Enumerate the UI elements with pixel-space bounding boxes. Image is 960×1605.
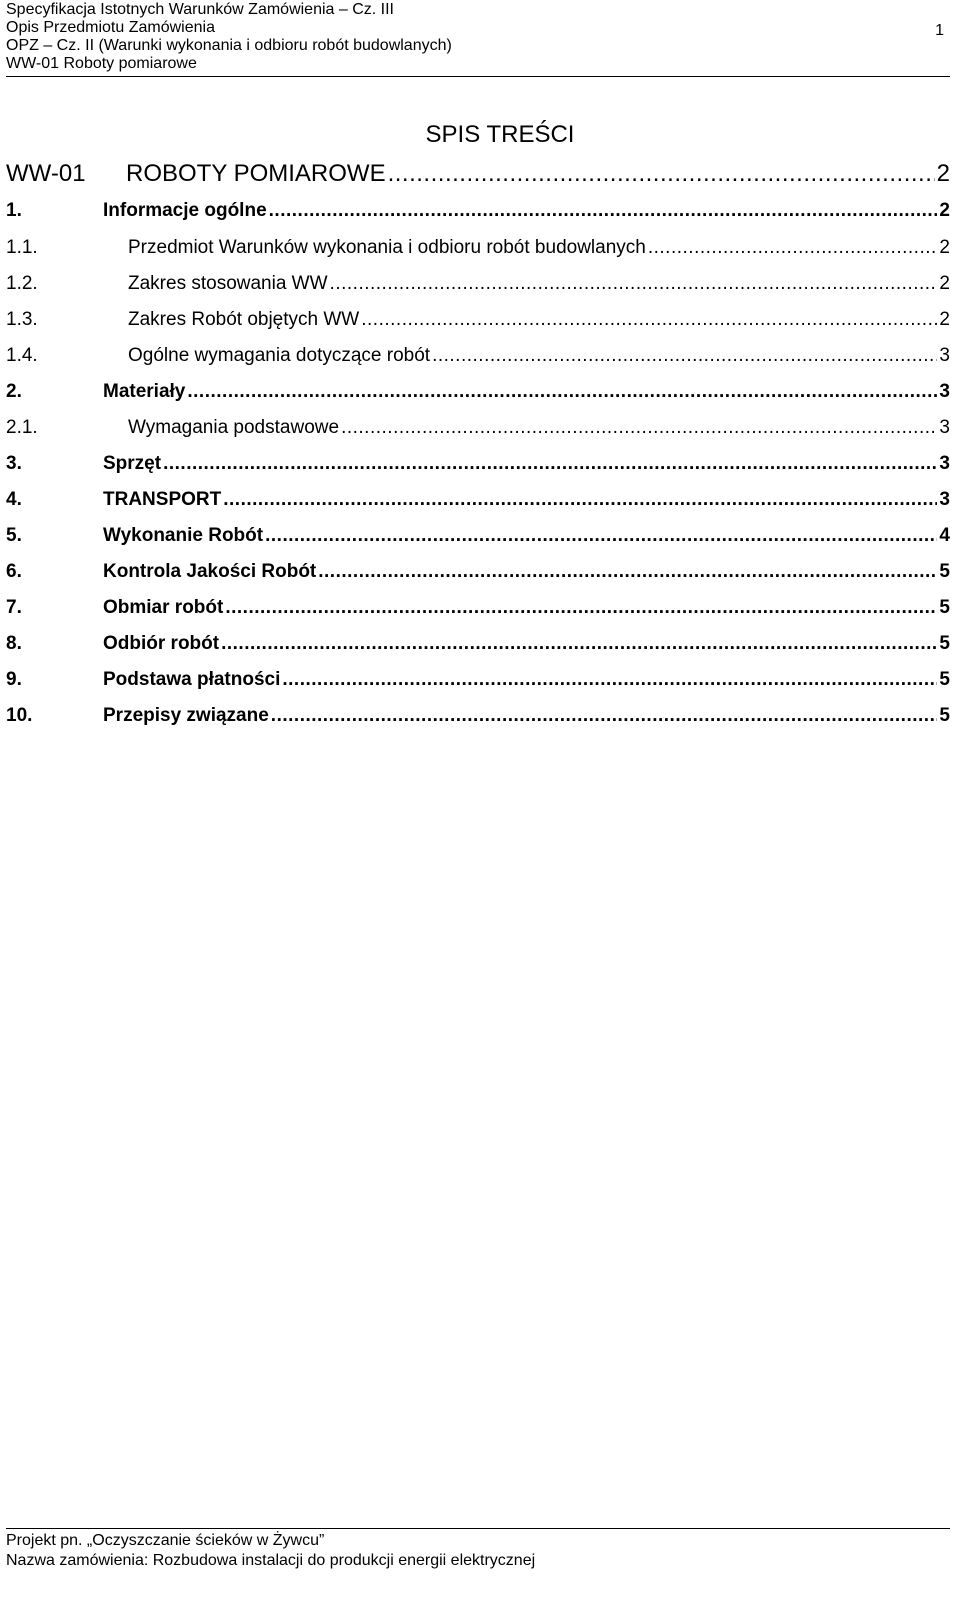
toc-entry[interactable] bbox=[6, 309, 950, 331]
toc-entry-number: 3. bbox=[6, 453, 22, 474]
toc-leader-dots bbox=[221, 633, 937, 655]
toc-entry[interactable] bbox=[6, 417, 950, 439]
page-header bbox=[6, 0, 950, 77]
toc-entry-label: Wymagania podstawowe bbox=[128, 417, 340, 438]
toc-entry-label: Odbiór robót bbox=[103, 633, 220, 654]
toc-entry-number: 1.2. bbox=[6, 273, 38, 294]
toc-entry-label: TRANSPORT bbox=[103, 489, 222, 510]
toc-entry[interactable] bbox=[6, 597, 950, 619]
toc-entry-label: Zakres stosowania WW bbox=[128, 273, 328, 294]
toc-leader-dots bbox=[225, 597, 937, 619]
toc-entry-number: WW-01 bbox=[6, 160, 86, 187]
toc-entry-number: 2.1. bbox=[6, 417, 38, 438]
toc-entry[interactable] bbox=[6, 160, 950, 188]
toc-entry-label: Wykonanie Robót bbox=[103, 525, 264, 546]
toc-entry-label: Przepisy związane bbox=[103, 705, 269, 726]
toc-entry[interactable] bbox=[6, 453, 950, 475]
toc-entry[interactable] bbox=[6, 200, 950, 222]
toc-entry-page: 2 bbox=[939, 237, 950, 258]
toc-entry-page: 3 bbox=[939, 345, 950, 366]
toc-entry[interactable] bbox=[6, 273, 950, 295]
toc-entry[interactable] bbox=[6, 525, 950, 547]
toc-leader-dots bbox=[432, 345, 937, 367]
footer-project-name: Projekt pn. „Oczyszczanie ścieków w Żywcu” bbox=[6, 1532, 325, 1549]
toc-entry-label: Materiały bbox=[103, 381, 186, 402]
page-number: 1 bbox=[935, 22, 944, 39]
toc-leader-dots bbox=[648, 237, 938, 259]
toc-leader-dots bbox=[187, 381, 937, 403]
toc-leader-dots bbox=[341, 417, 937, 439]
toc-entry-label: Informacje ogólne bbox=[103, 200, 267, 221]
toc-entry-number: 1.1. bbox=[6, 237, 38, 258]
toc-leader-dots bbox=[223, 489, 937, 511]
toc-leader-dots bbox=[271, 705, 938, 727]
toc-entry[interactable] bbox=[6, 345, 950, 367]
toc-entry[interactable] bbox=[6, 669, 950, 691]
page-footer bbox=[6, 1528, 950, 1571]
footer-order-name: Nazwa zamówienia: Rozbudowa instalacji do produkcji energii elektrycznej bbox=[6, 1552, 536, 1569]
toc-leader-dots bbox=[265, 525, 937, 547]
toc-leader-dots bbox=[361, 309, 937, 331]
toc-entry-number: 7. bbox=[6, 597, 22, 618]
toc-entry-number: 4. bbox=[6, 489, 22, 510]
toc-leader-dots bbox=[282, 669, 937, 691]
toc-entry-number: 2. bbox=[6, 381, 22, 402]
toc-leader-dots bbox=[163, 453, 937, 475]
toc-entry-page: 5 bbox=[939, 705, 950, 726]
toc-entry-page: 3 bbox=[939, 381, 950, 402]
toc-entry-number: 1. bbox=[6, 200, 22, 221]
toc-entry[interactable] bbox=[6, 705, 950, 727]
toc-entry-page: 2 bbox=[939, 200, 950, 221]
toc-entry-page: 2 bbox=[939, 309, 950, 330]
toc-entry-page: 5 bbox=[939, 597, 950, 618]
toc-entry-label: Ogólne wymagania dotyczące robót bbox=[128, 345, 431, 366]
toc-entry-number: 6. bbox=[6, 561, 22, 582]
toc-leader-dots bbox=[269, 200, 938, 222]
toc-entry-number: 1.4. bbox=[6, 345, 38, 366]
toc-entry[interactable] bbox=[6, 489, 950, 511]
toc-entry-page: 4 bbox=[939, 525, 950, 546]
toc-heading: SPIS TREŚCI bbox=[425, 121, 575, 148]
toc-leader-dots bbox=[318, 561, 937, 583]
toc-entry-label: Podstawa płatności bbox=[103, 669, 281, 690]
toc-entry-page: 5 bbox=[939, 561, 950, 582]
header-part-title: OPZ – Cz. II (Warunki wykonania i odbioru robót budowlanych) bbox=[6, 37, 452, 54]
toc-entry-label: Sprzęt bbox=[103, 453, 162, 474]
toc-leader-dots bbox=[330, 273, 938, 295]
toc-entry-page: 2 bbox=[939, 273, 950, 294]
toc-entry[interactable] bbox=[6, 381, 950, 403]
toc-entry[interactable] bbox=[6, 633, 950, 655]
toc-entry[interactable] bbox=[6, 237, 950, 259]
toc-entry-number: 9. bbox=[6, 669, 22, 690]
toc-entry-number: 8. bbox=[6, 633, 22, 654]
toc-entry-page: 3 bbox=[939, 489, 950, 510]
toc-entry-label: Obmiar robót bbox=[103, 597, 224, 618]
toc-entry-page: 3 bbox=[939, 453, 950, 474]
header-spec-title: Specyfikacja Istotnych Warunków Zamówienia – Cz. III bbox=[6, 1, 394, 18]
toc-entry-page: 5 bbox=[939, 633, 950, 654]
toc-entry-label: Kontrola Jakości Robót bbox=[103, 561, 317, 582]
toc-entry-number: 1.3. bbox=[6, 309, 38, 330]
toc-entry-label: Zakres Robót objętych WW bbox=[128, 309, 360, 330]
toc-entry-label: ROBOTY POMIAROWE bbox=[126, 160, 386, 187]
toc-entry-label: Przedmiot Warunków wykonania i odbioru robót budowlanych bbox=[128, 237, 646, 258]
toc-entry-number: 10. bbox=[6, 705, 33, 726]
toc-entry-number: 5. bbox=[6, 525, 22, 546]
toc-entry[interactable] bbox=[6, 561, 950, 583]
toc-leader-dots bbox=[388, 160, 935, 188]
header-opz-title: Opis Przedmiotu Zamówienia bbox=[6, 19, 215, 36]
toc-entry-page: 2 bbox=[936, 160, 950, 187]
header-ww-title: WW-01 Roboty pomiarowe bbox=[6, 55, 197, 72]
toc-entry-page: 3 bbox=[939, 417, 950, 438]
toc-entry-page: 5 bbox=[939, 669, 950, 690]
